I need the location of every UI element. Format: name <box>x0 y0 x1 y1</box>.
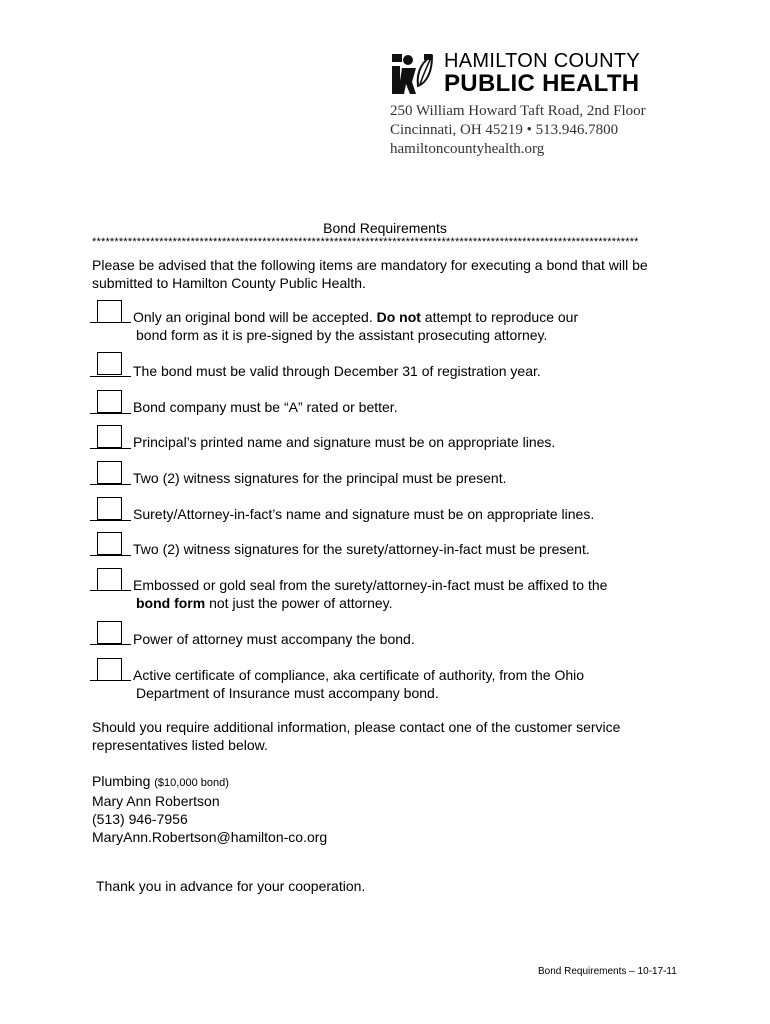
closing-paragraph: Should you require additional information, please contact one of the customer service representatives listed below. <box>92 719 621 753</box>
website-link[interactable]: hamiltoncountyhealth.org <box>390 141 545 157</box>
address-city-phone: Cincinnati, OH 45219 • 513.946.7800 <box>390 122 619 138</box>
item-text: Power of attorney must accompany the bond. <box>133 631 415 647</box>
checkbox[interactable] <box>97 497 122 520</box>
signature-line <box>90 413 131 414</box>
checklist-item-principal-witness <box>90 459 690 499</box>
signature-line <box>90 644 131 645</box>
checkbox[interactable] <box>97 461 122 484</box>
contact-category: Plumbing ($10,000 bond) <box>92 773 229 789</box>
checklist-item-power-of-attorney <box>90 620 690 660</box>
signature-line <box>90 484 131 485</box>
checkbox[interactable] <box>97 621 122 644</box>
checklist-item-principal-name <box>90 423 690 463</box>
contact-email[interactable]: MaryAnn.Robertson@hamilton-co.org <box>92 829 328 845</box>
item-text: The bond must be valid through December 31 of registration year. <box>133 363 541 379</box>
checklist-item-surety-witness <box>90 530 690 570</box>
page-title: Bond Requirements <box>323 220 447 236</box>
checklist-item-embossed-seal <box>90 566 690 611</box>
checkbox[interactable] <box>97 658 122 681</box>
address-street: 250 William Howard Taft Road, 2nd Floor <box>390 103 646 119</box>
person-leaf-logo-icon <box>390 52 434 96</box>
checkbox[interactable] <box>97 568 122 591</box>
item-text: Two (2) witness signatures for the surety/attorney-in-fact must be present. <box>133 541 590 557</box>
contact-name: Mary Ann Robertson <box>92 793 220 809</box>
item-text: Surety/Attorney-in-fact’s name and signature must be on appropriate lines. <box>133 506 595 522</box>
signature-line <box>90 448 131 449</box>
checklist-item-a-rated <box>90 388 690 428</box>
item-text: Embossed or gold seal from the surety/attorney-in-fact must be affixed to the bond form not just the power of attorney. <box>133 577 608 611</box>
org-name-line1: HAMILTON COUNTY <box>444 50 640 72</box>
contact-block <box>92 772 327 846</box>
checklist-item-original-bond <box>90 298 690 343</box>
separator-stars: ************************************************************************************************************************** <box>92 236 639 248</box>
item-text: Principal’s printed name and signature must be on appropriate lines. <box>133 434 556 450</box>
checklist-item-surety-name <box>90 495 690 535</box>
item-text: Two (2) witness signatures for the principal must be present. <box>133 470 507 486</box>
item-text: Only an original bond will be accepted. Do not attempt to reproduce our bond form as it is pre-signed by the assistant prosecuting attorney. <box>133 309 579 343</box>
checkbox[interactable] <box>97 425 122 448</box>
org-name-line2: PUBLIC HEALTH <box>444 70 640 97</box>
footer-revision: Bond Requirements – 10-17-11 <box>538 966 677 977</box>
checklist-item-certificate <box>90 656 690 701</box>
signature-line <box>90 555 131 556</box>
contact-phone: (513) 946-7956 <box>92 811 188 827</box>
thank-you-text: Thank you in advance for your cooperation. <box>96 878 366 894</box>
checkbox[interactable] <box>97 352 122 375</box>
signature-line <box>90 520 131 521</box>
checkbox[interactable] <box>97 532 122 555</box>
item-text: Bond company must be “A” rated or better. <box>133 399 398 415</box>
checkbox[interactable] <box>97 300 122 323</box>
item-text: Active certificate of compliance, aka certificate of authority, from the Ohio Department of Insurance must accompany bond. <box>133 667 585 701</box>
checklist-item-valid-through <box>90 352 690 392</box>
intro-paragraph: Please be advised that the following items are mandatory for executing a bond that will be submitted to Hamilton County Public Health. <box>92 257 648 291</box>
signature-line <box>90 376 131 377</box>
checkbox[interactable] <box>97 390 122 413</box>
